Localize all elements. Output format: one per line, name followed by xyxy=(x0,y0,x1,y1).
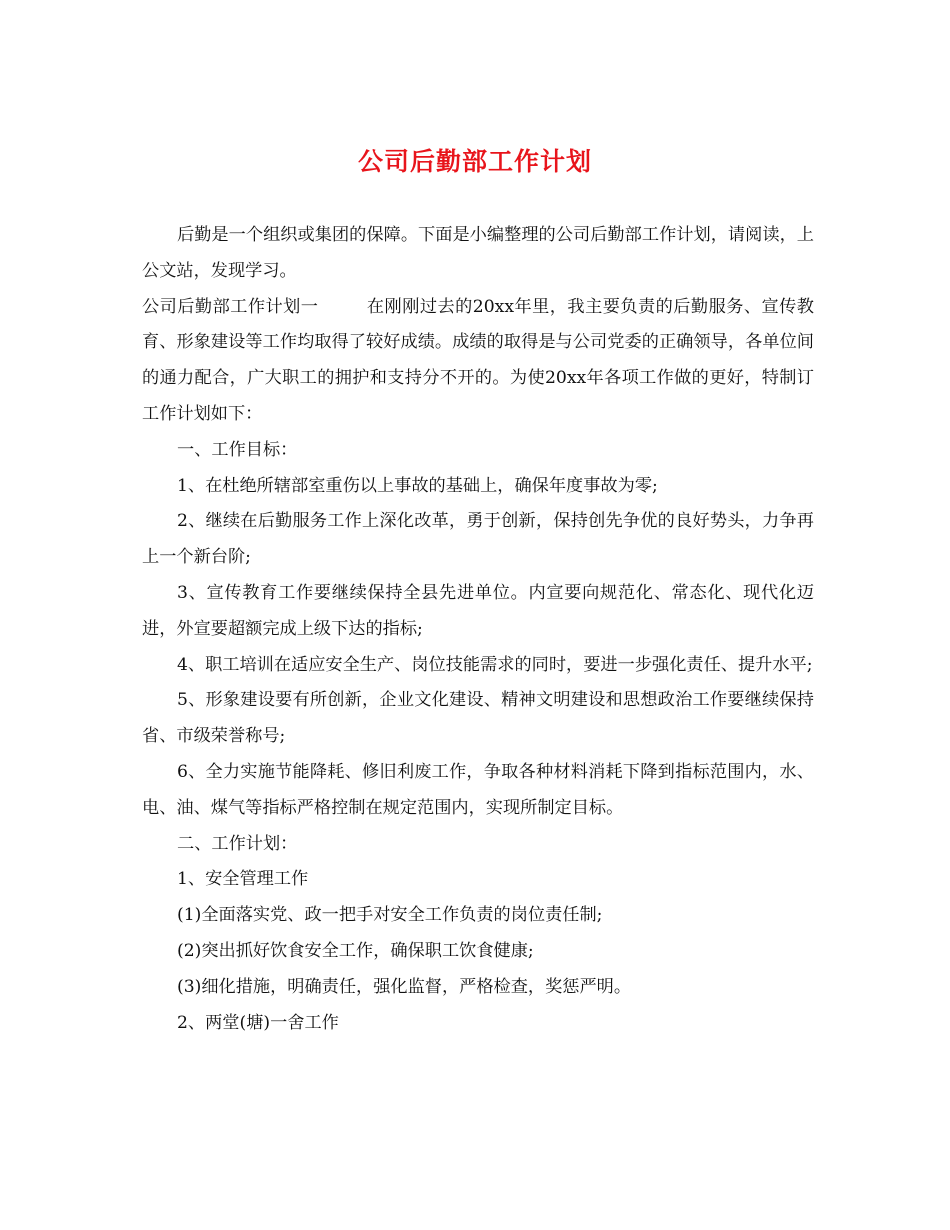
plan-subitem-1: (1)全面落实党、政一把手对安全工作负责的岗位责任制; xyxy=(177,905,603,926)
intro-paragraph: 后勤是一个组织或集团的保障。下面是小编整理的公司后勤部工作计划，请阅读，上公文站，发现学习。 xyxy=(142,225,814,281)
section-paragraph xyxy=(142,290,814,433)
document-body xyxy=(142,218,814,1041)
goal-item-2: 2、继续在后勤服务工作上深化改革，勇于创新，保持创先争优的良好势头，力争再上一个新台阶; xyxy=(142,511,814,568)
goal-item-3: 3、宣传教育工作要继续保持全县先进单位。内宣要向规范化、常态化、现代化迈进，外宣要超额完成上级下达的指标; xyxy=(142,582,814,639)
section-text: 在刚刚过去的20xx年里，我主要负责的后勤服务、宣传教育、形象建设等工作均取得了较好成绩。成绩的取得是与公司党委的正确领导，各单位间的通力配合，广大职工的拥护和支持分不开的。为使20xx年各项工作做的更好，特制订工作计划如下： xyxy=(142,296,814,424)
plan-subitem-2: (2)突出抓好饮食安全工作，确保职工饮食健康; xyxy=(177,940,534,961)
document-title: 公司后勤部工作计划 xyxy=(357,147,592,176)
goal-item-4: 4、职工培训在适应安全生产、岗位技能需求的同时，要进一步强化责任、提升水平; xyxy=(177,654,813,675)
goal-item-6: 6、全力实施节能降耗、修旧利废工作，争取各种材料消耗下降到指标范围内，水、电、油、煤气等指标严格控制在规定范围内，实现所制定目标。 xyxy=(142,761,814,818)
plan-item-2: 2、两堂(塘)一舍工作 xyxy=(177,1012,339,1033)
heading-plan: 二、工作计划： xyxy=(177,833,298,854)
plan-item-1: 1、安全管理工作 xyxy=(177,869,309,890)
heading-goals: 一、工作目标： xyxy=(177,439,298,460)
section-heading: 公司后勤部工作计划一 xyxy=(142,296,319,317)
goal-item-5: 5、形象建设要有所创新，企业文化建设、精神文明建设和思想政治工作要继续保持省、市级荣誉称号; xyxy=(142,690,814,747)
plan-subitem-3: (3)细化措施，明确责任，强化监督，严格检查，奖惩严明。 xyxy=(177,976,632,997)
goal-item-1: 1、在杜绝所辖部室重伤以上事故的基础上，确保年度事故为零; xyxy=(177,475,658,496)
